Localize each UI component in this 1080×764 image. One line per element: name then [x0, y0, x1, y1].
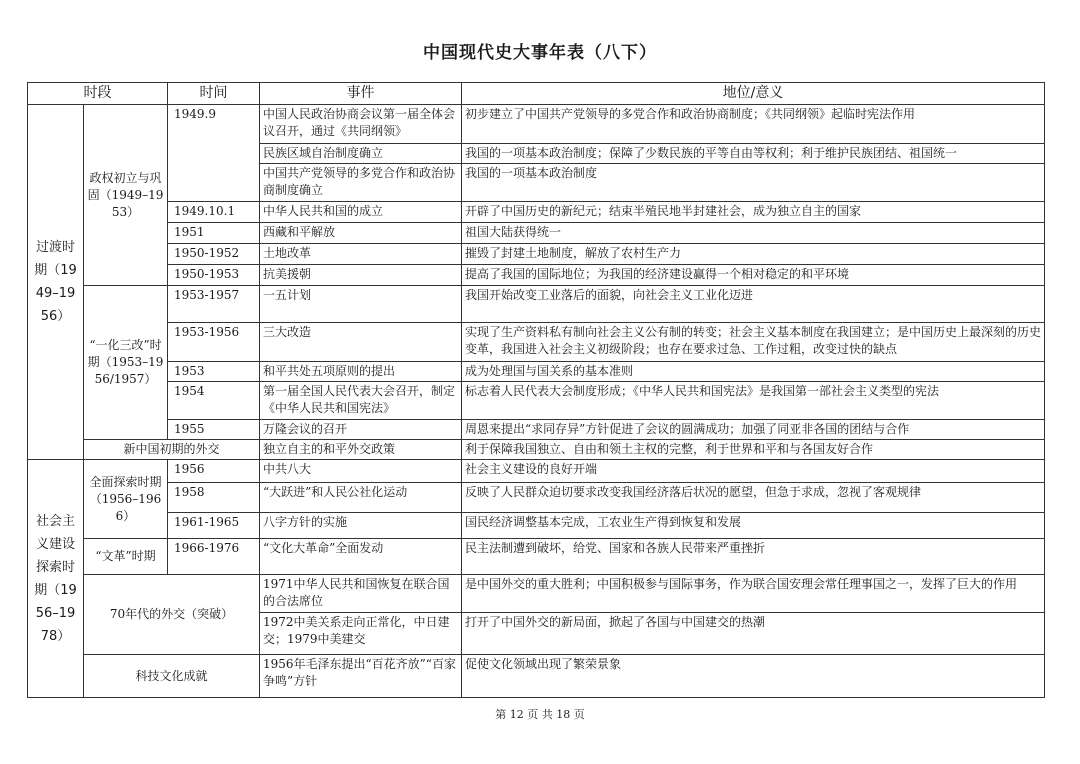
event-cell: 八字方针的实施: [260, 513, 462, 539]
time-cell: 1949.10.1: [168, 202, 260, 223]
significance-cell: 初步建立了中国共产党领导的多党合作和政治协商制度；《共同纲领》起临时宪法作用: [462, 105, 1045, 144]
time-cell: 1950-1953: [168, 265, 260, 286]
significance-cell: 利于保障我国独立、自由和领土主权的完整，利于世界和平和与各国友好合作: [462, 440, 1045, 460]
significance-cell: 促使文化领域出现了繁荣景象: [462, 655, 1045, 698]
time-cell: 1953-1956: [168, 323, 260, 362]
table-row: [28, 323, 1045, 362]
event-cell: 西藏和平解放: [260, 223, 462, 244]
table-row: [28, 483, 1045, 513]
table-row: [28, 265, 1045, 286]
event-cell: 中华人民共和国的成立: [260, 202, 462, 223]
event-cell: 中共八大: [260, 460, 462, 483]
significance-cell: 开辟了中国历史的新纪元；结束半殖民地半封建社会，成为独立自主的国家: [462, 202, 1045, 223]
table-row: [28, 223, 1045, 244]
subperiod-sci-culture: 科技文化成就: [84, 655, 260, 698]
table-row: [28, 244, 1045, 265]
table-row: [28, 286, 1045, 323]
event-cell: 民族区域自治制度确立: [260, 144, 462, 164]
page-title: 中国现代史大事年表（八下）: [423, 43, 657, 63]
subperiod-reform: “一化三改”时期（1953–1956/1957）: [84, 286, 168, 440]
event-cell: 一五计划: [260, 286, 462, 323]
event-cell: “文化大革命”全面发动: [260, 539, 462, 575]
time-cell: 1961-1965: [168, 513, 260, 539]
table-row: [28, 440, 1045, 460]
significance-cell: 摧毁了封建土地制度，解放了农村生产力: [462, 244, 1045, 265]
significance-cell: 民主法制遭到破坏，给党、国家和各族人民带来严重挫折: [462, 539, 1045, 575]
event-cell: 三大改造: [260, 323, 462, 362]
event-cell: 中国共产党领导的多党合作和政治协商制度确立: [260, 164, 462, 202]
subperiod-early-diplomacy: 新中国初期的外交: [84, 440, 260, 460]
subperiod-diplomacy-70s: 70年代的外交（突破）: [84, 575, 260, 655]
table-row: [28, 539, 1045, 575]
table-row: [28, 655, 1045, 698]
event-cell: 1972中美关系走向正常化，中日建交；1979中美建交: [260, 613, 462, 655]
table-row: [28, 105, 1045, 144]
time-cell: 1950-1952: [168, 244, 260, 265]
header-row: [28, 83, 1045, 105]
header-event: 事件: [260, 83, 462, 105]
event-cell: 抗美援朝: [260, 265, 462, 286]
significance-cell: 标志着人民代表大会制度形成；《中华人民共和国宪法》是我国第一部社会主义类型的宪法: [462, 382, 1045, 420]
subperiod-cultural-revolution: “文革”时期: [84, 539, 168, 575]
time-cell: 1953: [168, 362, 260, 382]
event-cell: 1956年毛泽东提出“百花齐放”“百家争鸣”方针: [260, 655, 462, 698]
time-cell: 1955: [168, 420, 260, 440]
table-row: [28, 513, 1045, 539]
significance-cell: 社会主义建设的良好开端: [462, 460, 1045, 483]
time-cell: 1953-1957: [168, 286, 260, 323]
significance-cell: 祖国大陆获得统一: [462, 223, 1045, 244]
event-cell: 1971中华人民共和国恢复在联合国的合法席位: [260, 575, 462, 613]
event-cell: 第一届全国人民代表大会召开，制定《中华人民共和国宪法》: [260, 382, 462, 420]
event-cell: 和平共处五项原则的提出: [260, 362, 462, 382]
event-cell: 中国人民政治协商会议第一届全体会议召开，通过《共同纲领》: [260, 105, 462, 144]
significance-cell: 国民经济调整基本完成，工农业生产得到恢复和发展: [462, 513, 1045, 539]
table-row: [28, 202, 1045, 223]
significance-cell: 我国的一项基本政治制度: [462, 164, 1045, 202]
time-cell: 1954: [168, 382, 260, 420]
significance-cell: 反映了人民群众迫切要求改变我国经济落后状况的愿望，但急于求成，忽视了客观规律: [462, 483, 1045, 513]
table-row: [28, 362, 1045, 382]
section-construction: 社会主义建设探索时期（1956–1978）: [28, 460, 84, 698]
time-cell: 1949.9: [168, 105, 260, 202]
time-cell: 1951: [168, 223, 260, 244]
time-cell: 1958: [168, 483, 260, 513]
header-significance: 地位/意义: [462, 83, 1045, 105]
event-cell: 独立自主的和平外交政策: [260, 440, 462, 460]
event-cell: “大跃进”和人民公社化运动: [260, 483, 462, 513]
significance-cell: 我国开始改变工业落后的面貌，向社会主义工业化迈进: [462, 286, 1045, 323]
significance-cell: 成为处理国与国关系的基本准则: [462, 362, 1045, 382]
time-cell: 1966-1976: [168, 539, 260, 575]
subperiod-exploration: 全面探索时期（1956–1966）: [84, 460, 168, 539]
event-cell: 万隆会议的召开: [260, 420, 462, 440]
event-cell: 土地改革: [260, 244, 462, 265]
table-row: [28, 460, 1045, 483]
subperiod-regime: 政权初立与巩固（1949–1953）: [84, 105, 168, 286]
events-table: [27, 82, 1045, 698]
significance-cell: 我国的一项基本政治制度；保障了少数民族的平等自由等权利；利于维护民族团结、祖国统一: [462, 144, 1045, 164]
table-row: [28, 575, 1045, 613]
significance-cell: 提高了我国的国际地位；为我国的经济建设赢得一个相对稳定的和平环境: [462, 265, 1045, 286]
significance-cell: 周恩来提出“求同存异”方针促进了会议的圆满成功；加强了同亚非各国的团结与合作: [462, 420, 1045, 440]
header-time: 时间: [168, 83, 260, 105]
significance-cell: 实现了生产资料私有制向社会主义公有制的转变；社会主义基本制度在我国建立；是中国历史上最深刻的历史变革，我国进入社会主义初级阶段；也存在要求过急、工作过粗，改变过快的缺点: [462, 323, 1045, 362]
table-row: [28, 382, 1045, 420]
section-transition: 过渡时期（1949–1956）: [28, 105, 84, 460]
table-row: [28, 420, 1045, 440]
significance-cell: 打开了中国外交的新局面，掀起了各国与中国建交的热潮: [462, 613, 1045, 655]
significance-cell: 是中国外交的重大胜利；中国积极参与国际事务，作为联合国安理会常任理事国之一，发挥了巨大的作用: [462, 575, 1045, 613]
header-period: 时段: [28, 83, 168, 105]
time-cell: 1956: [168, 460, 260, 483]
page-footer: 第 12 页 共 18 页: [495, 708, 585, 721]
